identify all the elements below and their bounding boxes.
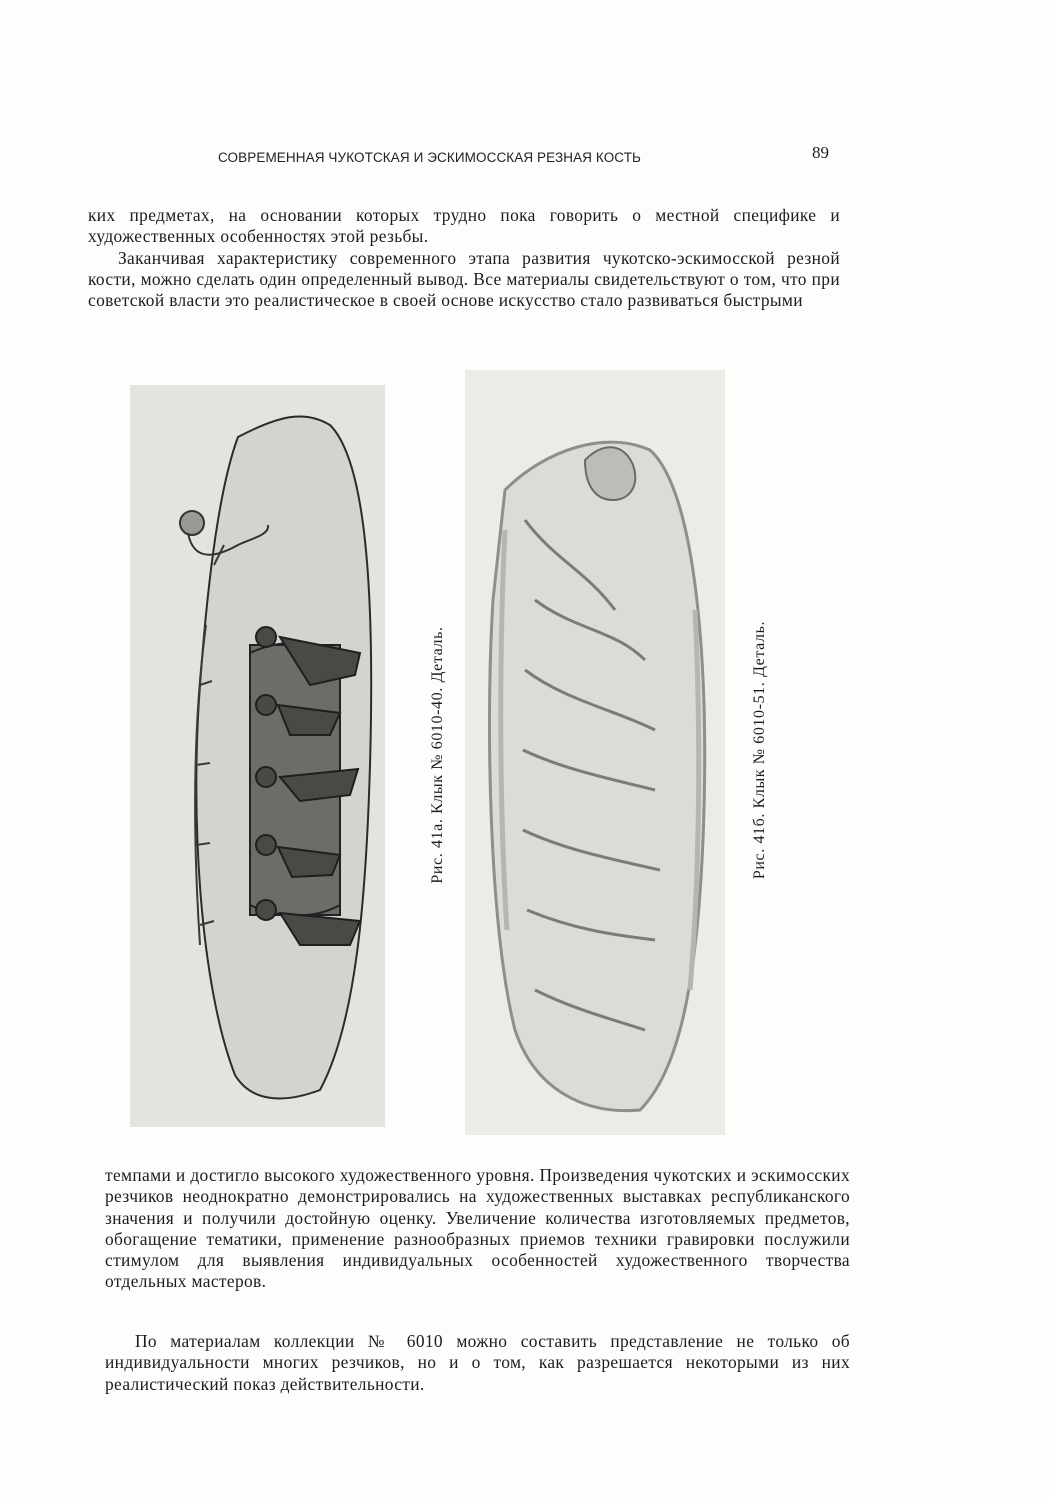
paragraph-conclusion: Заканчивая характеристику современного этапа развития чукотско-эскимосской резной кости, можно сделать один определенный вывод. Все материалы свидетельствуют о том, что при советской власти это реалистическое в своей основе искусство стало развиваться быстрыми <box>88 248 840 311</box>
running-head: СОВРЕМЕННАЯ ЧУКОТСКАЯ И ЭСКИМОССКАЯ РЕЗНАЯ КОСТЬ <box>218 150 641 165</box>
figure-tusk-6010-40 <box>130 385 385 1127</box>
paragraph-development: темпами и достигло высокого художественного уровня. Произведения чукотских и эскимосских резчиков неоднократно демонстрировались на художественных выставках республиканского значения и получили достойную оценку. Увеличение количества изготовляемых предметов, обогащение тематики, применение разнообразных приемов техники гравировки послужили стимулом для выявления индивидуальных особенностей художественного творчества отдельных мастеров. <box>105 1165 850 1292</box>
figure-caption-41b <box>740 585 780 915</box>
caption-text-41a: Рис. 41а. Клык № 6010-40. Деталь. <box>429 626 446 884</box>
figure-caption-41a <box>418 590 458 920</box>
paragraph-continued: ких предметах, на основании которых трудно пока говорить о местной специфике и художественных особенностях этой резьбы. <box>88 205 840 247</box>
paragraph-collection-6010: По материалам коллекции № 6010 можно составить представление не только об индивидуальности многих резчиков, но и о том, как разрешается некоторыми из них реалистический показ действительности. <box>105 1331 850 1394</box>
page-number: 89 <box>812 143 829 162</box>
tusk-engraving-illustration <box>130 385 385 1127</box>
caption-text-41b: Рис. 41б. Клык № 6010-51. Деталь. <box>751 620 768 880</box>
tusk-relief-illustration <box>465 370 725 1135</box>
figure-tusk-6010-51 <box>465 370 725 1135</box>
